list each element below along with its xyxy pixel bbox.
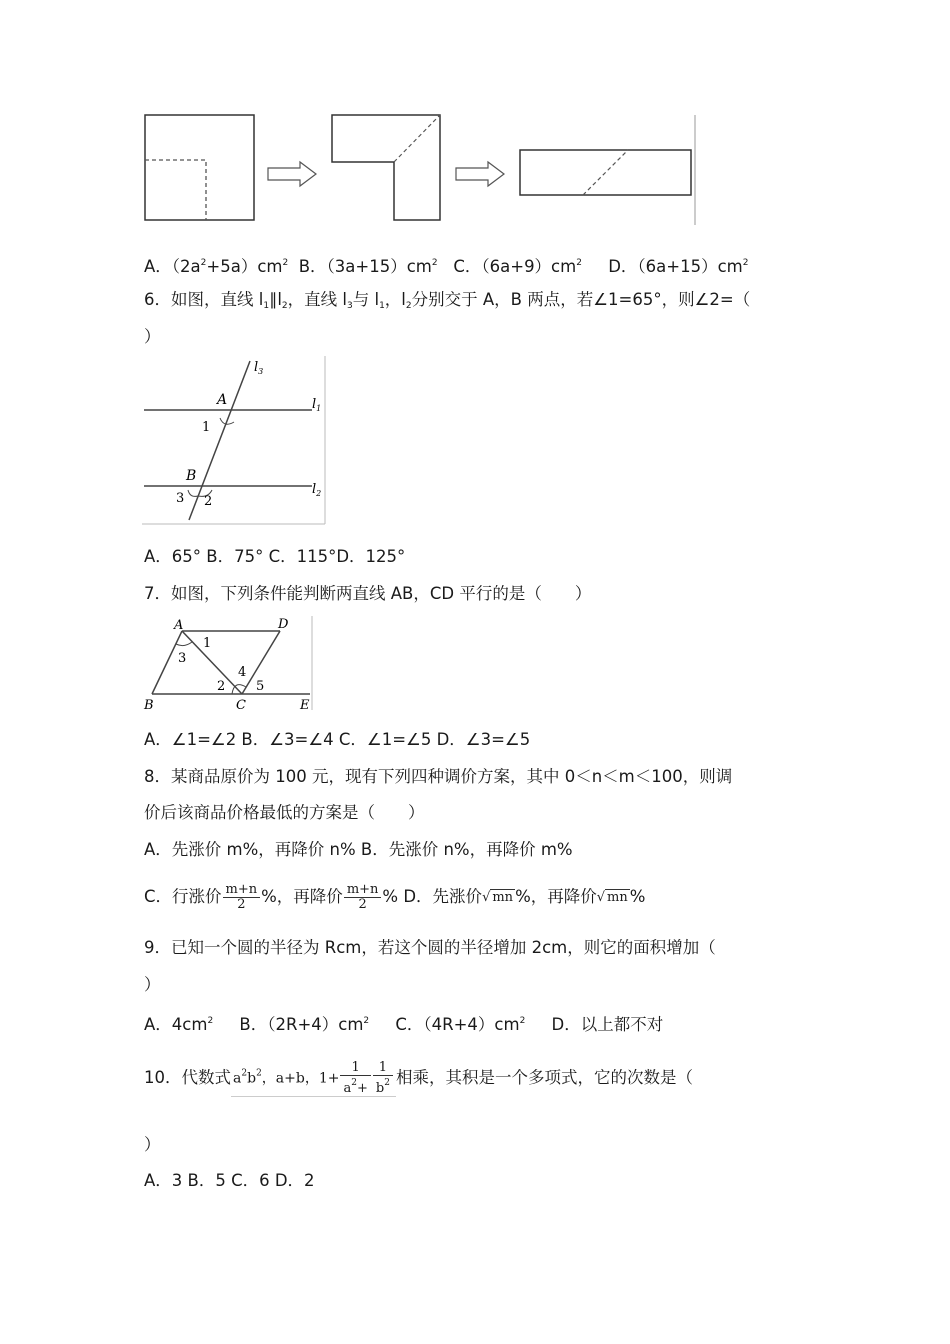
square-sheet [145, 115, 254, 220]
angle-a-arc [176, 642, 192, 646]
svg-text:E: E [300, 698, 310, 713]
svg-text:l3: $l_3$ [254, 360, 264, 376]
q9-options: A．$4cm^2$ B．$(2R+4)cm^2$ C．$(4R+4)cm^2$ D．以上都不对 [144, 1015, 664, 1034]
q9-stem-end: ） [144, 975, 161, 994]
q8-options-ab: A．先涨价 m%，再降价 n% B．先涨价 n%，再降价 m% [144, 840, 573, 859]
svg-text:D: D [278, 617, 289, 632]
square-root: √ mn [596, 889, 628, 905]
svg-text:3: 3 [176, 491, 185, 506]
fraction: $\frac{1}{a^2+}$ [340, 1061, 370, 1096]
svg-text:B: B [144, 698, 154, 713]
svg-text:A: A [174, 618, 184, 633]
q10-options: A．3 B．5 C．6 D．2 [144, 1171, 315, 1190]
q7-figure [142, 614, 317, 714]
q10-stem: 10．代数式 $a^2b^2$，a+b，1+ $\frac{1}{a^2+}$ $\frac{1}{b^2}$ 相乘，其积是一个多项式，它的次数是（ [144, 1059, 693, 1096]
svg-text:B: B [186, 468, 197, 484]
svg-text:l2: $l_2$ [312, 482, 322, 498]
fold-line-2 [583, 150, 628, 195]
svg-text:3: 3 [178, 651, 187, 666]
q5-figure [140, 110, 700, 230]
svg-text:1: 1 [202, 420, 211, 435]
square-root: √ mn [482, 889, 514, 905]
svg-text:C: C [236, 698, 246, 713]
segment-ac [182, 631, 242, 694]
q10-stem-end: ） [144, 1135, 161, 1154]
q5-options: A．$(2a^2+5a)cm^2$ B．$(3a+15)cm^2$ C．$(6a+9)cm^2$ D．$(6a+15)cm^2$ [144, 257, 749, 276]
arrow-1-icon [268, 162, 316, 186]
svg-text:l1: $l_1$ [312, 397, 322, 413]
svg-text:4: 4 [238, 665, 247, 680]
fraction: $\frac{m+n}{2}$ [344, 883, 382, 912]
fraction: $\frac{m+n}{2}$ [223, 883, 261, 912]
q10-expression: $a^2b^2$，a+b，1+ $\frac{1}{a^2+}$ $\frac{1}{b^2}$ [231, 1061, 396, 1097]
svg-text:2: 2 [217, 679, 226, 694]
q7-stem: 7．如图，下列条件能判断两直线 AB，CD 平行的是（ ） [144, 584, 592, 603]
q8-options-cd: C．行涨价 $\frac{m+n}{2}$ %，再降价 $\frac{m+n}{2}$ % D．先涨价√ mn %，再降价√ mn % [144, 880, 645, 915]
svg-text:5: 5 [256, 679, 265, 694]
q6-stem: 6．如图，直线 $l_1\parallel l_2$，直线 $l_3$与 $l_1$，$l_2$分别交于 A，B 两点，若∠1=65°，则∠2=（ [144, 290, 751, 311]
fraction: $\frac{1}{b^2}$ [373, 1061, 393, 1096]
q6-stem-end: ） [144, 327, 161, 346]
q6-figure [142, 356, 328, 526]
q8-stem-1: 8．某商品原价为 100 元，现有下列四种调价方案，其中 0＜n＜m＜100，则调 [144, 767, 733, 786]
q8-stem-2: 价后该商品价格最低的方案是（ ） [144, 803, 425, 822]
fold-line-1 [394, 115, 440, 162]
arrow-2-icon [456, 162, 504, 186]
q7-options: A．∠1=∠2 B．∠3=∠4 C．∠1=∠5 D．∠3=∠5 [144, 730, 531, 749]
svg-text:A: A [217, 392, 228, 408]
cut-line [145, 160, 206, 220]
q9-stem: 9．已知一个圆的半径为 Rcm，若这个圆的半径增加 2cm，则它的面积增加（ [144, 938, 716, 957]
q6-options: A．65° B．75° C．115°D．125° [144, 547, 406, 566]
svg-text:2: 2 [204, 494, 213, 509]
angle-3-arc [188, 490, 198, 496]
svg-text:1: 1 [203, 636, 212, 651]
